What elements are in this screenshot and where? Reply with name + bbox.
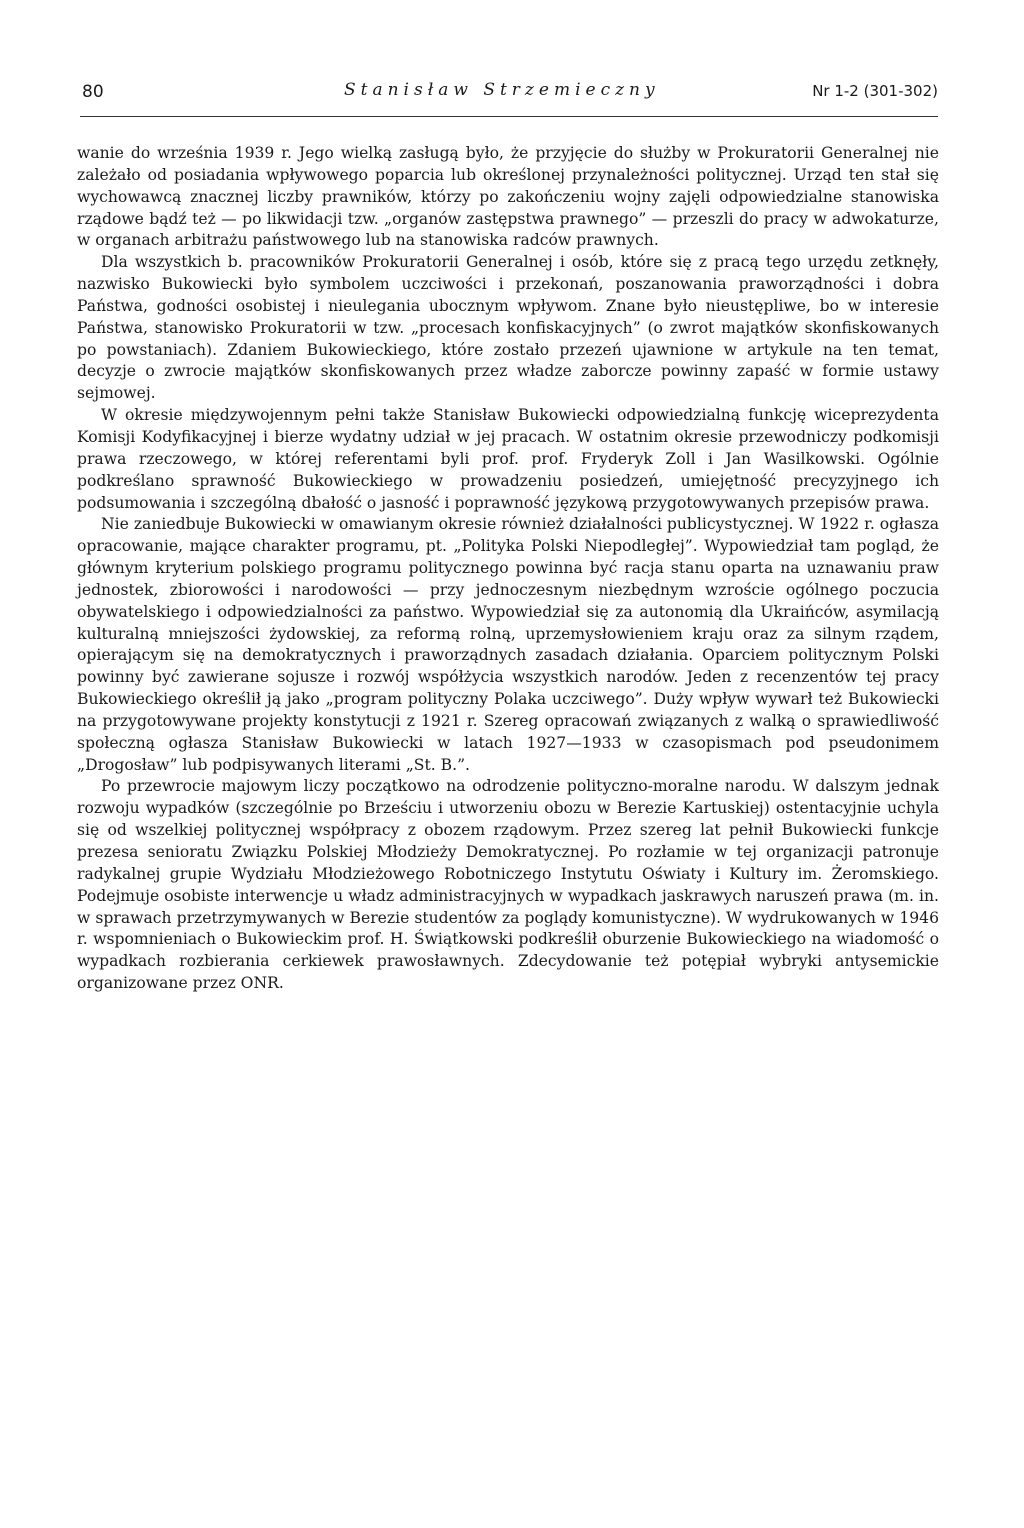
paragraph: Po przewrocie majowym liczy początkowo na odrodzenie polityczno-moralne narodu. W dalszym jednak rozwoju wypadków (szczególnie po Brześciu i utworzeniu obozu w Berezie Kartuskiej) ostentacyjnie uchyla się od wszelkiej politycznej współpracy z obozem rządowym. Przez szereg lat pełnił Bukowiecki funkcje prezesa senioratu Związku Polskiej Młodzieży Demokratycznej. Po rozłamie w tej organizacji patronuje radykalnej grupie Wydziału Młodzieżowego Robotniczego Instytutu Oświaty i Kultury im. Żeromskiego. Podejmuje osobiste interwencje u władz administracyjnych w wypadkach jaskrawych naruszeń prawa (m. in. w sprawach przetrzymywanych w Berezie studentów za poglądy komunistyczne). W wydrukowanych w 1946 r. wspomnieniach o Bukowieckim prof. H. Świątkowski podkreślił oburzenie Bukowieckiego na wiadomość o wypadkach rozbierania cerkiewek prawosławnych. Zdecydowanie też potępiał wybryki antysemickie organizowane przez ONR. bbox=[77, 777, 939, 993]
issue-number: Nr 1-2 (301-302) bbox=[812, 82, 938, 100]
running-header bbox=[82, 76, 938, 102]
header-rule bbox=[80, 116, 938, 117]
paragraph: wanie do września 1939 r. Jego wielką zasługą było, że przyjęcie do służby w Prokuratorii Generalnej nie zależało od posiadania wpływowego poparcia lub określonej przynależności politycznej. Urząd ten stał się wychowawcą znacznej liczby prawników, którzy po zakończeniu wojny zajęli odpowiedzialne stanowiska rządowe bądź też — po likwidacji tzw. „organów zastępstwa prawnego” — przeszli do pracy w adwokaturze, w organach arbitrażu państwowego lub na stanowiska radców prawnych. bbox=[77, 144, 939, 250]
paragraph: Nie zaniedbuje Bukowiecki w omawianym okresie również działalności publicystycznej. W 1922 r. ogłasza opracowanie, mające charakter programu, pt. „Polityka Polski Niepodległej”. Wypowiedział tam pogląd, że głównym kryterium polskiego programu politycznego powinna być racja stanu oparta na uznawaniu praw jednostek, zbiorowości i narodowości — przy jednoczesnym niezbędnym wzroście ogólnego poczucia obywatelskiego i odpowiedzialności za państwo. Wypowiedział się za autonomią dla Ukraińców, asymilacją kulturalną mniejszości żydowskiej, za reformą rolną, uprzemysłowieniem kraju oraz za silnym rządem, opierającym się na demokratycznych i praworządnych zasadach działania. Oparciem politycznym Polski powinny być zawierane sojusze i rozwój współżycia wszystkich narodów. Jeden z recenzentów tej pracy Bukowieckiego określił ją jako „program polityczny Polaka uczciwego”. Duży wpływ wywarł też Bukowiecki na przygotowywane projekty konstytucji z 1921 r. Szereg opracowań związanych z walką o sprawiedliwość społeczną ogłasza Stanisław Bukowiecki w latach 1927—1933 w czasopismach pod pseudonimem „Drogosław” lub podpisywanych literami „St. B.”. bbox=[77, 515, 939, 774]
page-number: 80 bbox=[82, 82, 104, 102]
running-title: Stanisław Strzemieczny bbox=[344, 80, 660, 100]
article-body bbox=[77, 143, 939, 995]
paragraph: W okresie międzywojennym pełni także Stanisław Bukowiecki odpowiedzialną funkcję wiceprezydenta Komisji Kodyfikacyjnej i bierze wydatny udział w jej pracach. W ostatnim okresie przewodniczy podkomisji prawa rzeczowego, w której referentami byli prof. prof. Fryderyk Zoll i Jan Wasilkowski. Ogólnie podkreślano sprawność Bukowieckiego w prowadzeniu posiedzeń, umiejętność precyzyjnego ich podsumowania i szczególną dbałość o jasność i poprawność językową przygotowywanych przepisów prawa. bbox=[77, 406, 939, 512]
paragraph: Dla wszystkich b. pracowników Prokuratorii Generalnej i osób, które się z pracą tego urzędu zetknęły, nazwisko Bukowiecki było symbolem uczciwości i przekonań, poszanowania praworządności i dobra Państwa, godności osobistej i nieulegania ubocznym wpływom. Znane było nieustępliwe, bo w interesie Państwa, stanowisko Prokuratorii w tzw. „procesach konfiskacyjnych” (o zwrot majątków skonfiskowanych po powstaniach). Zdaniem Bukowieckiego, które zostało przezeń ujawnione w artykule na ten temat, decyzje o zwrocie majątków skonfiskowanych przez władze zaborcze powinny zapaść w formie ustawy sejmowej. bbox=[77, 253, 939, 403]
